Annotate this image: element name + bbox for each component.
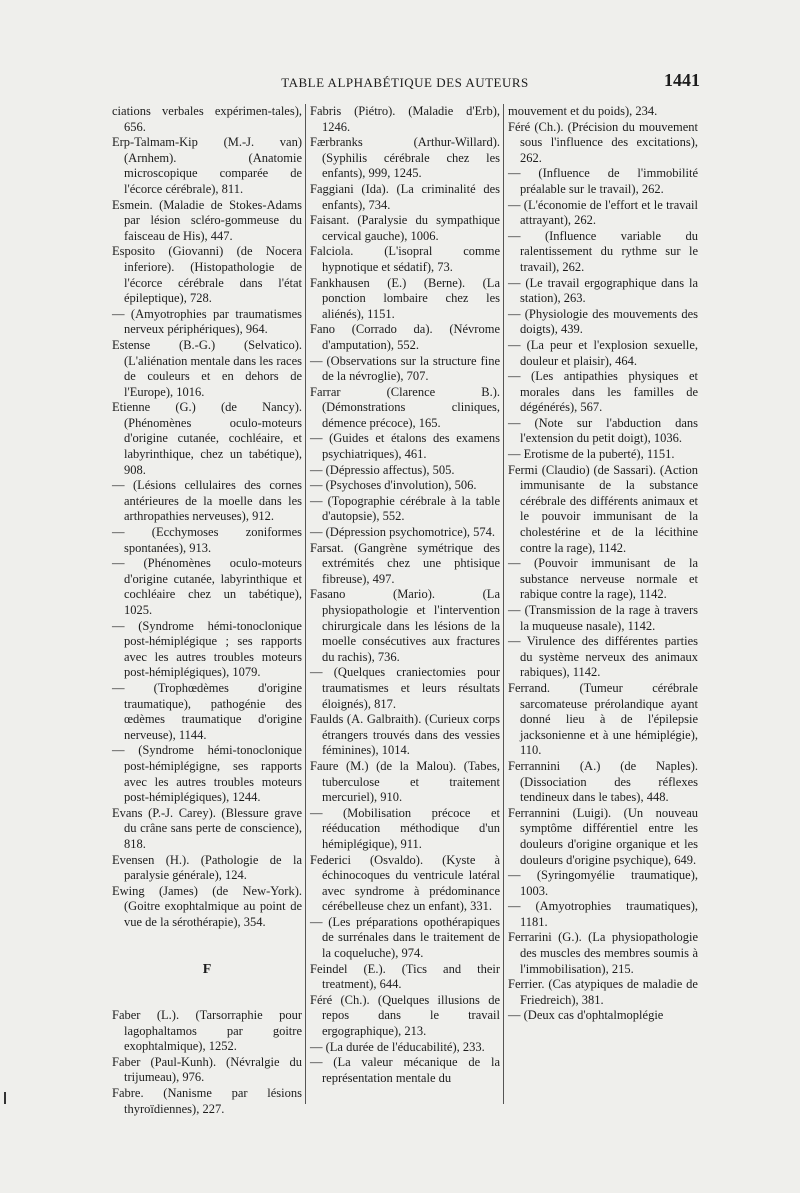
index-entry-text: Fano (Corrado da). (Névrome d'amputation), 552. [310,322,500,352]
index-entry [310,213,500,244]
index-entry-text: — (Topographie cérébrale à la table d'autopsie), 552. [310,493,500,524]
index-entry-text: — (Influence de l'immobilité préalable sur le travail), 262. [508,166,698,196]
index-entry-text: mouvement et du poids), 234. [508,104,658,118]
index-entry [310,759,500,806]
index-entry-text: — (Les antipathies physiques et morales dans les familles de dégénérés), 567. [508,369,698,415]
index-entry [508,104,698,120]
index-entry-text: Federici (Osvaldo). (Kyste à échinocoques du ventricule latéral avec syndrome à prédominance cérébelleuse chez un enfant), 331. [310,852,500,914]
index-entry [508,603,698,634]
index-entry-text: Erp-Talmam-Kip (M.-J. van) (Arnhem). (Anatomie microscopique comparée de l'écorce cérébrale), 811. [112,135,302,196]
index-entry-text: ciations verbales expérimen-tales), 656. [112,104,302,134]
index-entry [310,665,500,712]
index-entry [112,338,302,400]
index-entry [112,681,302,743]
index-entry [508,369,698,416]
index-entry-text: — (Note sur l'abduction dans l'extension du petit doigt), 1036. [508,415,698,446]
index-entry [310,431,500,462]
index-entry-text: Fasano (Mario). (La physiopathologie et l'intervention chirurgicale dans les lésions de la moelle consécutives aux fractures du rachis), 736. [310,587,500,664]
index-entry [112,619,302,681]
index-entry [112,1086,302,1117]
index-entry [508,447,698,463]
index-entry-text: Faber (L.). (Tarsorraphie pour lagophaltamos par goitre exophtalmique), 1252. [112,1008,302,1054]
index-entry [508,759,698,806]
index-entry [508,868,698,899]
index-entry [310,494,500,525]
index-entry-text: — (La valeur mécanique de la représentation mentale du [310,1055,500,1085]
index-entry-text: Ferrannini (Luigi). (Un nouveau symptôme différentiel entre les douleurs d'origine organique et les douleurs d'origine psychique), 649. [508,805,698,867]
index-entry-text: Faulds (A. Galbraith). (Curieux corps étrangers trouvés dans des vessies féminines), 1014. [310,712,500,758]
index-entry [112,1055,302,1086]
index-entry-text: Ferrarini (G.). (La physiopathologie des muscles des membres soumis à l'immobilisation), 215. [508,930,698,976]
index-entry-text: Faisant. (Paralysie du sympathique cervical gauche), 1006. [310,213,500,243]
index-entry-text: Falciola. (L'isopral comme hypnotique et sédatif), 73. [310,244,500,274]
index-entry [508,198,698,229]
index-entry [112,478,302,525]
index-entry-text: — (Lésions cellulaires des cornes antérieures de la moelle dans les arthropathies nerveuses), 912. [112,478,302,524]
index-entry [112,400,302,478]
index-entry-text: — (Trophœdèmes d'origine traumatique), pathogénie des œdèmes traumatique d'origine nerveuse), 1144. [112,680,302,742]
index-entry-text: — (Influence variable du ralentissement du rythme sur le travail), 262. [508,228,698,274]
index-entry [508,120,698,167]
index-entry-text: Fankhausen (E.) (Berne). (La ponction lombaire chez les aliénés), 1151. [310,275,500,321]
index-entry [508,930,698,977]
index-entry-text: Ferrand. (Tumeur cérébrale sarcomateuse prérolandique ayant donné lieu à de l'épilepsie jacksonienne et à une hémiplégie), 110. [508,680,698,758]
index-entry-text: Faure (M.) (de la Malou). (Tabes, tuberculose et traitement mercuriel), 910. [310,758,500,805]
index-entry [310,463,500,479]
index-entry [112,1008,302,1055]
index-entry [310,993,500,1040]
index-entry-text: — (Dépression psychomotrice), 574. [310,525,496,540]
index-entry-text: Féré (Ch.). (Quelques illusions de repos dans le travail ergographique), 213. [310,992,500,1039]
index-entry-text: Faber (Paul-Kunh). (Névralgie du trijumeau), 976. [112,1054,302,1085]
index-entry [112,556,302,618]
index-columns [112,104,700,1116]
index-entry [310,354,500,385]
index-entry [508,276,698,307]
index-entry [508,166,698,197]
index-entry [310,525,500,541]
index-entry-text: — (Ecchymoses zoniformes spontanées), 913. [112,525,302,555]
index-entry-text: — Virulence des différentes parties du système nerveux des animaux rabiques), 1142. [508,634,698,680]
index-entry-text: — Erotisme de la puberté), 1151. [508,447,675,462]
index-entry [310,587,500,665]
column-divider [305,104,306,1104]
index-entry [112,198,302,245]
index-entry [310,962,500,993]
section-letter: F [202,962,212,978]
index-entry-text: — (Pouvoir immunisant de la substance nerveuse normale et rabique contre la rage), 1142. [508,556,698,602]
index-entry-text: — (Dépressio affectus), 505. [310,462,455,477]
index-entry-text: Ferrier. (Cas atypiques de maladie de Friedreich), 381. [508,977,698,1007]
index-entry-text: Ferrannini (A.) (de Naples). (Dissociation des réflexes tendineux dans le tabes), 448. [508,758,698,805]
index-entry [310,712,500,759]
index-entry [310,478,500,494]
index-entry [508,806,698,868]
index-entry [310,1040,500,1056]
index-entry-text: — (Amyotrophies par traumatismes nerveux périphériques), 964. [112,306,302,337]
index-entry-text: Ewing (James) (de New-York). (Goitre exophtalmique au point de vue de la sérothérapie), 354. [112,883,302,929]
index-entry-text: Estense (B.-G.) (Selvatico). (L'aliénation mentale dans les races de couleurs et en dehors de l'Europe), 1016. [112,337,302,399]
index-entry-text: Etienne (G.) (de Nancy). (Phénomènes oculo-moteurs d'origine cutanée, cochléaire, et labyrinthique, chez un tabétique), 908. [112,400,302,477]
index-entry-text: Féré (Ch.). (Précision du mouvement sous l'influence des excitations), 262. [508,119,698,165]
index-entry [508,463,698,557]
index-entry [508,416,698,447]
index-entry-text: — (Quelques craniectomies pour traumatismes et leurs résultats éloignés), 817. [310,665,500,711]
index-entry-text: Fabris (Piétro). (Maladie d'Erb), 1246. [310,104,500,134]
index-entry [508,229,698,276]
index-entry [508,1008,698,1024]
index-entry-text: — (L'économie de l'effort et le travail attrayant), 262. [508,197,698,228]
index-entry-text: Fabre. (Nanisme par lésions thyroïdiennes), 227. [112,1086,302,1116]
index-entry [112,135,302,197]
index-entry [508,556,698,603]
index-entry [508,338,698,369]
index-entry [310,915,500,962]
index-entry-text: — (Les préparations opothérapiques de surrénales dans le traitement de la coqueluche), 974. [310,914,500,961]
column-divider [503,104,504,1104]
index-entry [310,806,500,853]
index-entry [508,977,698,1008]
index-entry-text: — (Syndrome hémi-tonoclonique post-hémiplégigne, ses rapports avec les autres troubles moteurs post-hémiplégiques), 1244. [112,743,302,805]
index-entry [112,806,302,853]
index-entry [310,182,500,213]
index-entry-text: — (Mobilisation précoce et rééducation méthodique d'un hémiplégique), 911. [310,805,500,851]
index-entry-text: — (Observations sur la structure fine de la névroglie), 707. [310,353,500,384]
index-column-3 [508,104,698,1024]
index-column-1 [112,104,302,1117]
page-number: 1441 [664,70,700,90]
index-entry [310,541,500,588]
page-title: TABLE ALPHABÉTIQUE DES AUTEURS [281,75,529,90]
scan-mark [4,1092,6,1104]
index-entry-text: — (Guides et étalons des examens psychiatriques), 461. [310,431,500,462]
index-entry-text: Feindel (E.). (Tics and their treatment), 644. [310,961,500,992]
index-entry [112,743,302,805]
index-entry-text: Evensen (H.). (Pathologie de la paralysie générale), 124. [112,852,302,883]
index-entry-text: Esposito (Giovanni) (de Nocera inferiore). (Histopathologie de l'écorce cérébrale dans l'état épileptique), 728. [112,244,302,306]
index-entry [112,104,302,135]
index-entry [112,525,302,556]
index-entry [310,322,500,353]
index-entry-text: — (Physiologie des mouvements des doigts), 439. [508,306,698,337]
index-entry [310,104,500,135]
index-entry [112,884,302,931]
index-column-2 [310,104,500,1086]
index-entry-text: — (Transmission de la rage à travers la muqueuse nasale), 1142. [508,603,698,633]
index-entry [508,634,698,681]
index-entry-text: Esmein. (Maladie de Stokes-Adams par lésion scléro-gommeuse du faisceau de His), 447. [112,197,302,243]
index-entry-text: Færbranks (Arthur-Willard). (Syphilis cérébrale chez les enfants), 999, 1245. [310,135,500,181]
index-entry-text: — (Psychoses d'involution), 506. [310,478,477,493]
index-entry [112,307,302,338]
index-entry [508,681,698,759]
index-entry [310,135,500,182]
index-entry [310,385,500,432]
index-entry-text: Farrar (Clarence B.). (Démonstrations cliniques, démence précoce), 165. [310,384,500,430]
index-entry-text: Evans (P.-J. Carey). (Blessure grave du crâne sans perte de conscience), 818. [112,805,302,851]
index-entry-text: — (Syndrome hémi-tonoclonique post-hémiplégique ; ses rapports avec les autres troubles moteurs post-hémiplégiques), 1079. [112,618,302,680]
index-entry [508,307,698,338]
index-entry-text: Farsat. (Gangrène symétrique des extrémités chez une phtisique fibreuse), 497. [310,540,500,586]
index-entry [310,853,500,915]
index-entry [508,899,698,930]
index-entry-text: — (Phénomènes oculo-moteurs d'origine cutanée, labyrinthique et cochléaire chez un tabétique), 1025. [112,556,302,617]
index-entry [310,1055,500,1086]
index-entry-text: — (La peur et l'explosion sexuelle, douleur et plaisir), 464. [508,337,698,368]
index-entry-text: — (Le travail ergographique dans la station), 263. [508,275,698,306]
index-entry-text: — (La durée de l'éducabilité), 233. [310,1039,485,1054]
index-entry [112,853,302,884]
index-entry-text: — (Deux cas d'ophtalmoplégie [508,1008,664,1023]
index-entry-text: Fermi (Claudio) (de Sassari). (Action immunisante de la substance cérébrale des différents animaux et le pouvoir immunisant de la cholestérine et de la lécithine contre la rage), 1142. [508,462,698,555]
index-entry-text: — (Syringomyélie traumatique), 1003. [508,868,698,898]
index-entry [112,244,302,306]
index-entry-text: — (Amyotrophies traumatiques), 1181. [508,899,698,929]
page-header [110,70,700,94]
index-entry [310,244,500,275]
index-entry [310,276,500,323]
index-entry-text: Faggiani (Ida). (La criminalité des enfants), 734. [310,181,500,212]
